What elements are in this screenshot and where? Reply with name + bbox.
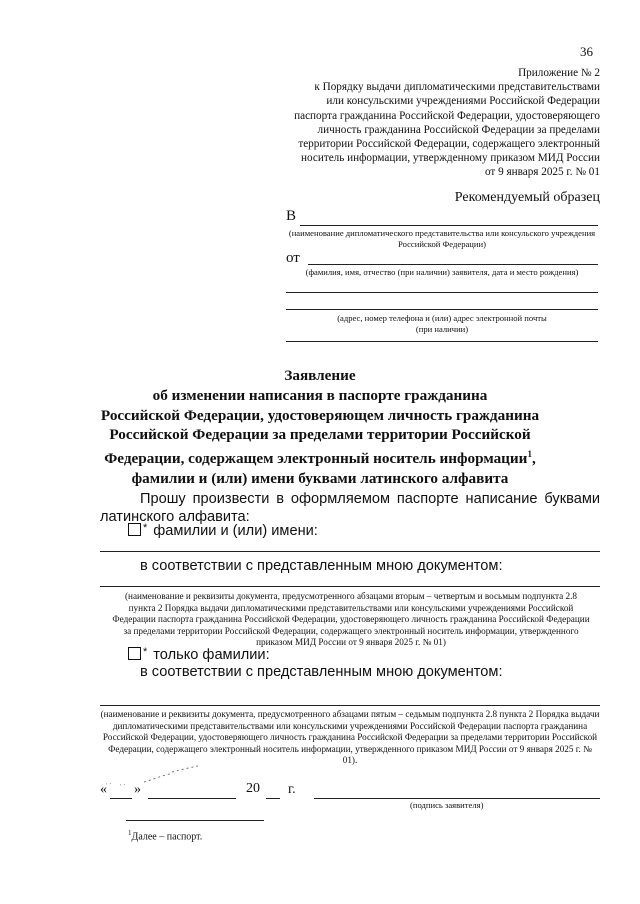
footnote-text: Далее – паспорт.: [131, 831, 203, 843]
date-day-line[interactable]: [110, 798, 132, 799]
from-prefix: от: [286, 250, 300, 266]
checkbox-name-surname[interactable]: [128, 523, 141, 536]
from-line[interactable]: [308, 264, 598, 265]
title-line: Российской Федерации за пределами территории Российской: [109, 426, 531, 444]
option1-caption: (наименование и реквизиты документа, предусмотренного абзацами вторым – четвертым и восьмым подпункта 2.8 пункта 2 Порядка выдачи дипломатическими представительствами или консульскими учреждениями Российской Федерации паспорта гражданина Российской Федерации, удостоверяющего личность гражданина Российской Федерации за пределами территории Российской Федерации, содержащего электронный носитель информации, утвержденного приказом МИД России от 9 января 2025 г. № 01): [112, 591, 590, 648]
footnote-separator: [126, 820, 264, 821]
option-name-surname[interactable]: [128, 522, 318, 539]
appendix-line: носитель информации, утвержденному приказом МИД России: [301, 152, 600, 165]
contact-caption-line: (адрес, номер телефона и (или) адрес электронной почты: [337, 313, 547, 323]
option-surname-only[interactable]: [128, 646, 270, 663]
signature-caption: (подпись заявителя): [410, 800, 484, 810]
to-prefix: В: [286, 208, 297, 224]
applicant-block: [286, 250, 598, 276]
option-label: только фамилии:: [153, 647, 270, 663]
date-year-prefix: 20: [246, 781, 260, 796]
request-line-1: Прошу произвести в оформляемом паспорте написание буквами: [140, 491, 600, 507]
option-star: *: [143, 646, 148, 658]
signature-line[interactable]: [314, 798, 600, 799]
date-signature-row: [100, 778, 600, 810]
option2-document-text: в соответствии с представленным мною документом:: [140, 664, 503, 680]
date-year-suffix: г.: [288, 782, 296, 797]
applicant-line-2[interactable]: [286, 292, 598, 293]
appendix-line: к Порядку выдачи дипломатическими представительствами: [314, 81, 600, 94]
contact-line[interactable]: [286, 309, 598, 310]
title-line: об изменении написания в паспорте гражданина: [152, 386, 488, 404]
date-month-line[interactable]: [148, 798, 236, 799]
appendix-line: паспорта гражданина Российской Федерации, удостоверяющего: [294, 109, 600, 122]
appendix-header: [260, 66, 600, 180]
appendix-line: от 9 января 2025 г. № 01: [484, 166, 600, 179]
option1-document-line[interactable]: [100, 586, 600, 587]
appendix-line: территории Российской Федерации, содержащего электронный: [298, 138, 600, 151]
appendix-line: личность гражданина Российской Федерации за пределами: [317, 123, 600, 136]
contact-caption: [286, 313, 598, 335]
option1-document-text: в соответствии с представленным мною документом:: [140, 558, 503, 574]
page-number: 36: [580, 44, 593, 59]
option2-caption: (наименование и реквизиты документа, предусмотренного абзацами пятым – седьмым подпункта 2.8 пункта 2 Порядка выдачи дипломатическими представительствами или консульскими учреждениями Российской Федерации паспорта гражданина Российской Федерации, удостоверяющего личность гражданина Российской Федерации за пределами территории Российской Федерации, содержащего электронный носитель информации, утвержденного приказом МИД России от 9 января 2025 г. № 01).: [100, 709, 600, 766]
title-line: фамилии и (или) имени буквами латинского алфавита: [131, 470, 509, 488]
checkbox-surname-only[interactable]: [128, 647, 141, 660]
to-line[interactable]: [300, 225, 598, 226]
contact-line-2[interactable]: [286, 341, 598, 342]
appendix-line: или консульскими учреждениями Российской Федерации: [326, 95, 600, 108]
title-footnote-mark: 1: [527, 449, 532, 460]
name-surname-line[interactable]: [100, 551, 600, 552]
title-line: Российской Федерации, удостоверяющем личность гражданина: [100, 406, 540, 424]
option2-document-line[interactable]: [100, 705, 600, 706]
document-title: [60, 366, 580, 489]
date-year-line[interactable]: [266, 798, 280, 799]
title-line: Заявление: [284, 367, 356, 384]
footnote-mark: 1: [128, 829, 132, 837]
request-line-2: латинского алфавита:: [100, 509, 250, 525]
footnote: [128, 829, 202, 842]
contact-caption-line: (при наличии): [415, 324, 469, 334]
appendix-line: Приложение № 2: [518, 67, 600, 79]
date-open-quote: «: [100, 782, 107, 797]
sample-label: Рекомендуемый образец: [454, 190, 600, 205]
title-line: [60, 445, 580, 469]
title-line-tail: ,: [531, 450, 536, 468]
date-close-quote: »: [134, 782, 141, 797]
option-star: *: [143, 522, 148, 534]
title-line-text: Федерации, содержащем электронный носитель информации: [104, 450, 528, 468]
from-caption: (фамилия, имя, отчество (при наличии) заявителя, дата и место рождения): [305, 267, 579, 277]
to-caption: (наименование дипломатического представительства или консульского учреждения Российской Федерации): [288, 228, 596, 249]
option-label: фамилии и (или) имени:: [153, 523, 318, 539]
